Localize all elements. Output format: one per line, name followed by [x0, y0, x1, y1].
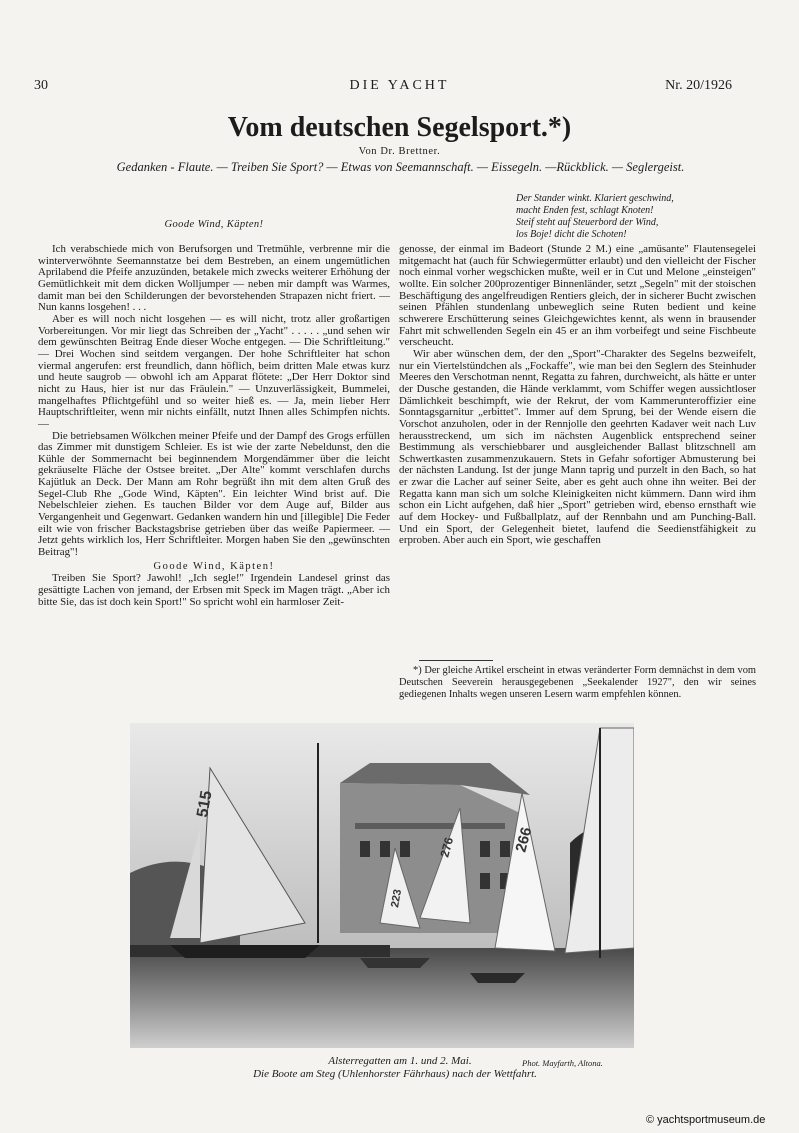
- section-heading: Goode Wind, Käpten!: [164, 219, 264, 230]
- motto-verse: [516, 193, 756, 241]
- paragraph: Wir aber wünschen dem, der den „Sport"-Charakter des Segelns bezweifelt, nur ein Viertelstündchen als „Fockaffe", wie man bei den Seglern des Steinhuder Meeres den Verschotman nennt, Regatta zu fahren, durchweicht, als hätte er unter der Dusche gestanden, die Hände verklammt, vom Schiffer wegen aussichtloser Dämlichkeit beschimpft, wie der Rekrut, der vom Kammerunteroffizier eine Sonntagsgarnitur „erbittet". Immer auf dem Sprung, bei der Wende eisern die Vorschot anzuholen, oder in der Rennjolle den geehrten Kadaver weit nach Luv herausstreckend, um sich im nächsten Augenblick entsprechend seiner Bestimmung als verschiebbarer und ausgleichender Ballast blitzschnell am Schwertkasten zusammenzukauern. Stets in Gefahr sofortiger Abmusterung bei der nächsten Landung. Ist der junge Mann taprig und purzelt in den Bach, so hat er zwar die Lacher auf seiner Seite, aber es geht auch ohne ihn weiter. Bei der Regatta kann man sich um solche Kleinigkeiten nicht kümmern. Dann wird ihm schon ein Licht aufgehen, daß hier „Sport" getrieben wird, ebenso ernsthaft wie auf dem Hockey- und Fußballplatz, auf der Rennbahn und am Punching-Ball. Und ein Sport, der Gelegenheit bietet, laufend die Seedienstfähigkeit zu erproben. Aber auch ein Sport, wie geschaffen: [399, 347, 756, 547]
- magazine-title: DIE YACHT: [349, 78, 450, 93]
- left-column: [38, 244, 390, 608]
- sail-number-276: 276: [437, 835, 457, 859]
- section-heading-2: Goode Wind, Käpten!: [153, 560, 275, 572]
- sail-number-266: 266: [512, 825, 536, 855]
- regatta-photo: [130, 723, 634, 1048]
- footnote: [399, 665, 756, 701]
- paragraph: genosse, der einmal im Badeort (Stunde 2 M.) eine „amüsante" Flautensegelei mitgemacht hat (auch für Schwiegermütter erlaubt) und den vielleicht der Fischer noch einmal vorher wegschicken mußte, weil er in Cut und Melone „einsteigen" wollte. Ein solcher 200prozentiger Binnenländer, setzt „Segeln" mit der stoischen Beschäftigung des angelfreudigen Rentiers gleich, der in sicherer Bucht zwischen seinen Pfählen stundenlang unbeweglich seine Ruten bedient und keine schwerere Erschütterung seines Gleichgewichtes kennt, als wenn in brausender Fahrt mit schwellenden Segeln ein 45 er an ihm vorbeifegt und seine Fischbeute verscheucht.: [399, 243, 756, 349]
- footnote-text: *) Der gleiche Artikel erscheint in etwas veränderter Form demnächst in dem vom Deutschen Seeverein herausgegebenen „Seekalender 1927", den wir seines gediegenen Inhalts wegen unseren Lesern warm empfehlen können.: [399, 665, 756, 700]
- watermark: © yachtsportmuseum.de: [646, 1114, 766, 1126]
- motto-line: Der Stander winkt. Klariert geschwind,: [516, 193, 674, 204]
- paragraph: Aber es will noch nicht losgehen — es will nicht, trotz aller großartigen Vorbereitungen. Vor mir liegt das Schreiben der „Yacht" . . . . . „und sehen wir dem gewünschten Beitrag Ende dieser Woche entgegen. — Die Schriftleitung." — Drei Wochen sind seitdem vergangen. Der hohe Schriftleiter hat schon viermal angerufen: erst freundlich, dann höflich, beim dritten Male etwas kurz und heute saugrob — obwohl ich am Apparat flötete: „Der Herr Doktor sind nicht zu Haus, hier ist nur das Fräulein." — Unzuverlässigkeit, Bummelei, mangelhaftes Pflichtgefühl und so weiter hieß es. — Ja, mein lieber Herr Hauptschriftleiter, wenn mir nichts einfällt, nutzt Ihnen alles Schimpfen nichts. —: [38, 312, 390, 430]
- motto-line: los Boje! dicht die Schoten!: [516, 229, 627, 240]
- page-number: 30: [34, 78, 48, 93]
- article-title: Vom deutschen Segelsport.*): [227, 112, 572, 143]
- photo-caption-line-2: Die Boote am Steg (Uhlenhorster Fährhaus) nach der Wettfahrt.: [253, 1068, 537, 1080]
- article-subtitle: Gedanken - Flaute. — Treiben Sie Sport? — Etwas von Seemannschaft. — Eissegeln. —Rückblick. — Seglergeist.: [116, 160, 685, 174]
- motto-line: Steif steht auf Steuerbord der Wind,: [516, 217, 659, 228]
- right-column: [399, 244, 756, 547]
- photo-credit: Phot. Mayfarth, Altona.: [522, 1058, 603, 1068]
- article-byline: Von Dr. Brettner.: [358, 146, 441, 157]
- motto-line: macht Enden fest, schlagt Knoten!: [516, 205, 654, 216]
- paragraph: Treiben Sie Sport? Jawohl! „Ich segle!" Irgendein Landesel grinst das gesättigte Lachen von jemand, der Erbsen mit Speck im Magen trägt. „Aber ich bitte Sie, das ist doch kein Sport!" So spricht wohl ein harmloser Zeit-: [38, 572, 390, 608]
- photo-caption-line-1: Alsterregatten am 1. und 2. Mai.: [328, 1055, 472, 1067]
- sail-number-515: 515: [194, 789, 216, 819]
- paragraph: Ich verabschiede mich von Berufsorgen und Tretmühle, verbrenne mir die winterverwöhnte Seemannstatze bei dem Bestreben, an einem ungemütlichen Aprilabend die Pfeife anzuzünden, betakele mich zwecks weiterer Erhöhung der Gemütlichkeit mit dem dicken Wolljumper — neben mir dampft was Warmes, damit man bei den Schilderungen der bevorstehenden Strapazen nicht friert. — Nun kanns losgehen! . . .: [38, 243, 390, 314]
- sail-number-223: 223: [389, 888, 405, 909]
- issue-number: Nr. 20/1926: [665, 78, 732, 93]
- regatta-photo-drawing: [130, 723, 634, 1048]
- footnote-divider: [419, 660, 493, 661]
- paragraph: Die betriebsamen Wölkchen meiner Pfeife und der Dampf des Grogs erfüllen das Zimmer mit dunstigem Schleier. Es ist wie der zarte Nebeldunst, den die Kühle der Sommernacht bei beginnendem Morgendämmer über die leicht gekräuselte Fläche der Ostsee breitet. „Der Alte" kommt verschlafen durchs Kajütluk an Deck. Der Mann am Rohr begrüßt ihn mit dem alten Gruß des Segel-Club Rhe „Gode Wind, Käpten". Ein leichter Wind brist auf. Die Nebelschleier ziehen. Es tauchen Bilder vor dem Auge auf, Bilder aus Vergangenheit und Gegenwart. Gedanken wandern hin und [illegible] Die Feder eilt wie von frischer Backstagsbrise getrieben über das weiße Papiermeer. — Jetzt gehts wirklich los, Herr Schriftleiter. Morgen haben Sie den „gewünschten Beitrag"!: [38, 429, 390, 559]
